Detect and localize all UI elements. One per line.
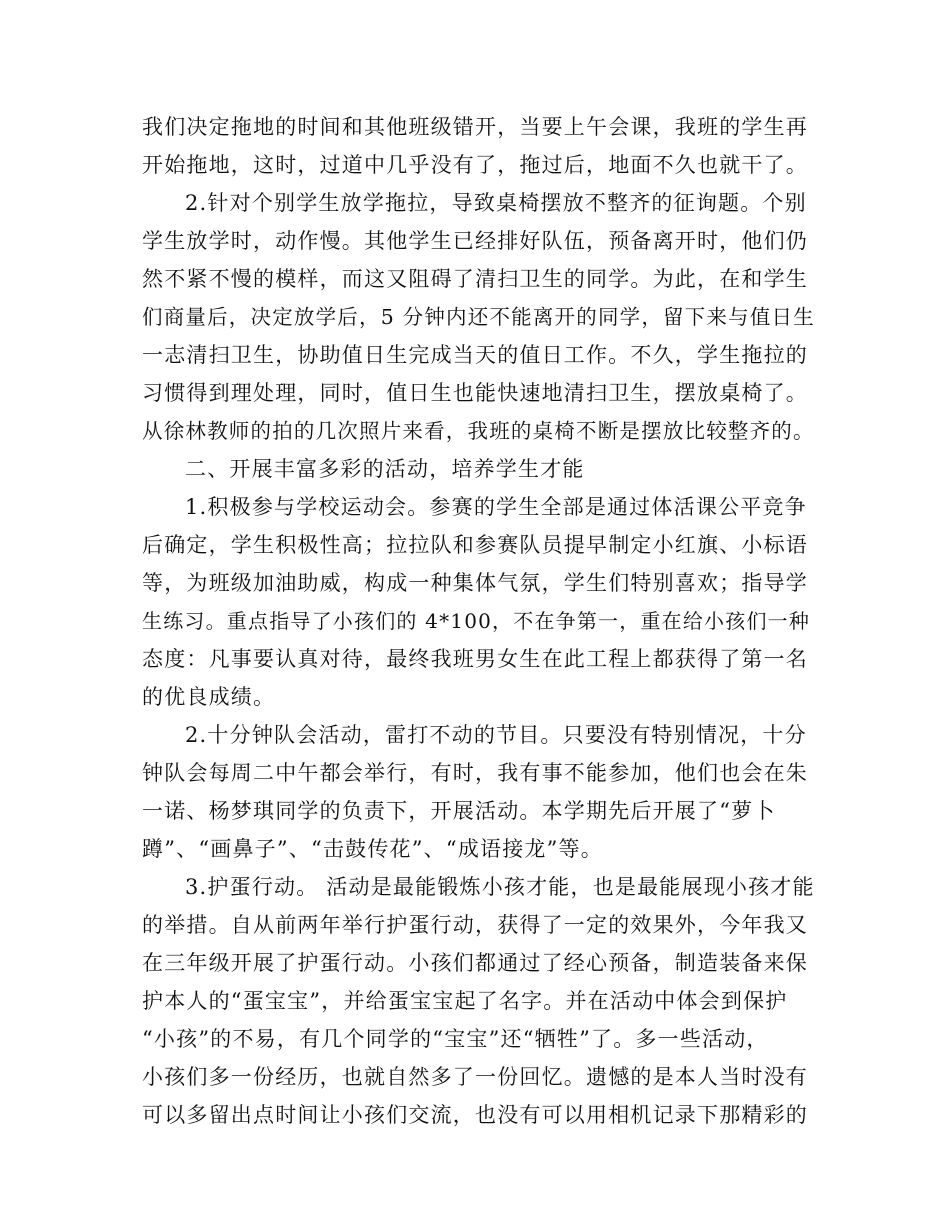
text-line: 从徐林教师的拍的几次照片来看，我班的桌椅不断是摆放比较整齐的。 bbox=[142, 419, 815, 443]
text-line: 一志清扫卫生，协助值日生完成当天的值日工作。不久，学生拖拉的 bbox=[142, 343, 808, 367]
text-line: 的举措。自从前两年举行护蛋行动，获得了一定的效果外，今年我又 bbox=[142, 913, 808, 937]
text-line: 小孩们多一份经历，也就自然多了一份回忆。遗憾的是本人当时没有 bbox=[142, 1065, 808, 1089]
text-line: 在三年级开展了护蛋行动。小孩们都通过了经心预备，制造装备来保 bbox=[142, 951, 808, 975]
text-line: 蹲”、“画鼻子”、“击鼓传花”、“成语接龙”等。 bbox=[142, 837, 603, 861]
text-line: 然不紧不慢的模样，而这又阻碍了清扫卫生的同学。为此，在和学生 bbox=[142, 267, 808, 291]
text-line: 态度：凡事要认真对待，最终我班男女生在此工程上都获得了第一名 bbox=[142, 647, 808, 671]
text-line: 习惯得到理处理，同时，值日生也能快速地清扫卫生，摆放桌椅了。 bbox=[142, 381, 808, 405]
text-line: “小孩”的不易，有几个同学的“宝宝”还“牺牲”了。多一些活动， bbox=[142, 1027, 769, 1051]
text-line: 1.积极参与学校运动会。参赛的学生全部是通过体活课公平竞争 bbox=[185, 495, 807, 519]
text-line: 2.针对个别学生放学拖拉，导致桌椅摆放不整齐的征询题。个别 bbox=[185, 191, 807, 215]
text-line: 学生放学时，动作慢。其他学生已经排好队伍，预备离开时，他们仍 bbox=[142, 229, 808, 253]
text-line: 我们决定拖地的时间和其他班级错开，当要上午会课，我班的学生再 bbox=[142, 115, 808, 139]
text-line: 护本人的“蛋宝宝”，并给蛋宝宝起了名字。并在活动中体会到保护 bbox=[142, 989, 788, 1013]
text-line: 等，为班级加油助威，构成一种集体气氛，学生们特别喜欢；指导学 bbox=[142, 571, 808, 595]
text-line: 后确定，学生积极性高；拉拉队和参赛队员提早制定小红旗、小标语 bbox=[142, 533, 808, 557]
text-line: 们商量后，决定放学后，5 分钟内还不能离开的同学，留下来与值日生 bbox=[142, 305, 815, 329]
text-line: 一诺、杨梦琪同学的负责下，开展活动。本学期先后开展了“萝卜 bbox=[142, 799, 776, 823]
text-line: 开始拖地，这时，过道中几乎没有了，拖过后，地面不久也就干了。 bbox=[142, 153, 808, 177]
text-line: 钟队会每周二中午都会举行，有时，我有事不能参加，他们也会在朱 bbox=[142, 761, 808, 785]
section-heading: 二、开展丰富多彩的活动，培养学生才能 bbox=[185, 457, 585, 481]
text-line: 可以多留出点时间让小孩们交流，也没有可以用相机记录下那精彩的 bbox=[142, 1103, 808, 1127]
text-line: 的优良成绩。 bbox=[142, 685, 276, 709]
text-line: 2.十分钟队会活动，雷打不动的节目。只要没有特别情况，十分 bbox=[185, 723, 807, 747]
text-line: 3.护蛋行动。 活动是最能锻炼小孩才能，也是最能展现小孩才能 bbox=[185, 875, 815, 899]
text-line: 生练习。重点指导了小孩们的 4*100，不在争第一，重在给小孩们一种 bbox=[142, 609, 811, 633]
